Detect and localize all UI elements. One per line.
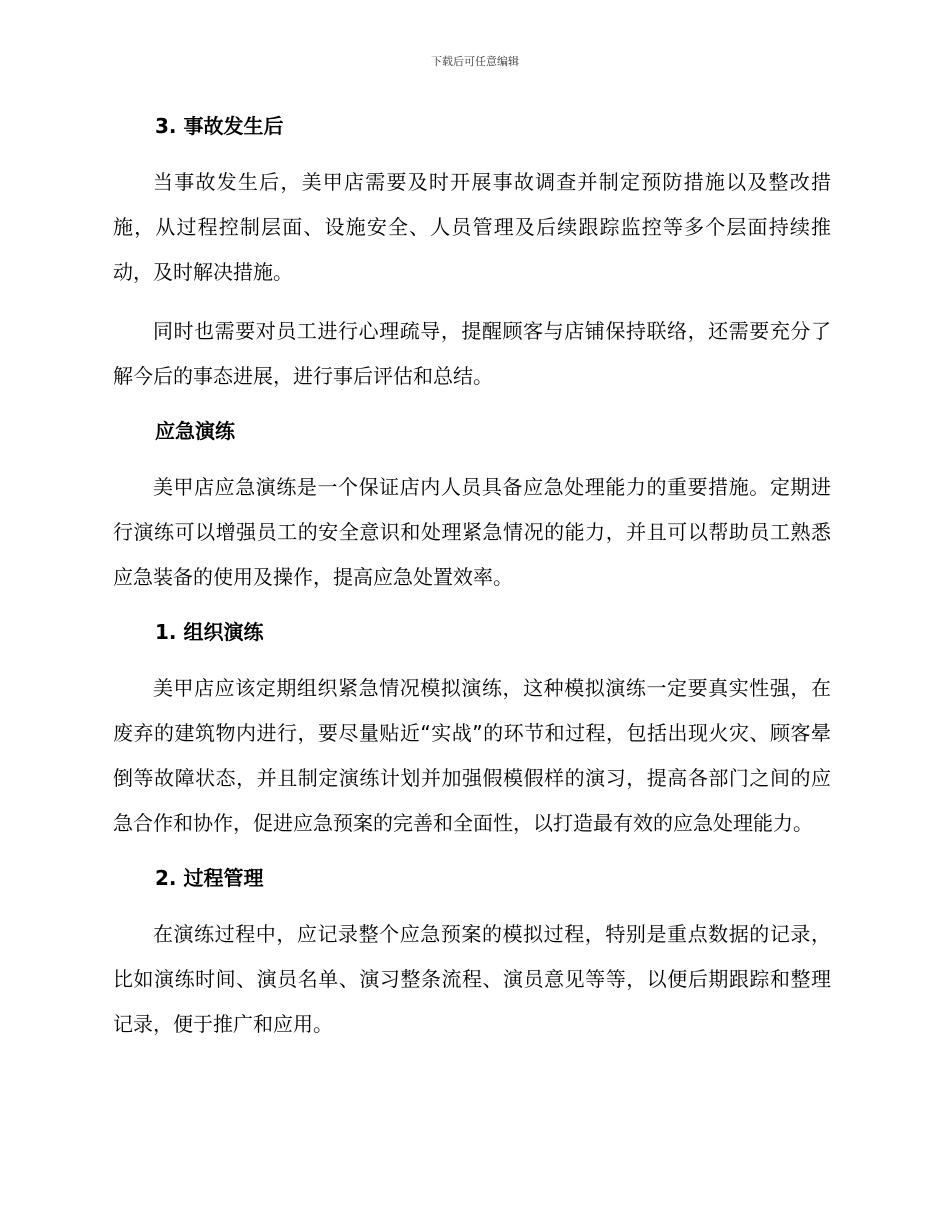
paragraph: 美甲店应该定期组织紧急情况模拟演练，这种模拟演练一定要真实性强，在废弃的建筑物内进行，要尽量贴近“实战”的环节和过程，包括出现火灾、顾客晕倒等故障状态，并且制定演练计划并加强假模假样的演习，提高各部门之间的应急合作和协作，促进应急预案的完善和全面性，以打造最有效的应急处理能力。 [113,676,831,835]
section-heading: 3. 事故发生后 [155,114,284,138]
page-header: 下载后可任意编辑 [431,55,519,68]
section-heading: 1. 组织演练 [155,620,264,644]
section-process-management [113,864,831,1047]
section-heading: 应急演练 [155,419,235,443]
paragraph: 当事故发生后，美甲店需要及时开展事故调查并制定预防措施以及整改措施，从过程控制层面、设施安全、人员管理及后续跟踪监控等多个层面持续推动，及时解决措施。 [113,170,831,284]
paragraph: 同时也需要对员工进行心理疏导，提醒顾客与店铺保持联络，还需要充分了解今后的事态进展，进行事后评估和总结。 [113,319,831,388]
paragraph: 在演练过程中，应记录整个应急预案的模拟过程，特别是重点数据的记录，比如演练时间、演员名单、演习整条流程、演员意见等等，以便后期跟踪和整理记录，便于推广和应用。 [113,922,831,1036]
paragraph: 美甲店应急演练是一个保证店内人员具备应急处理能力的重要措施。定期进行演练可以增强员工的安全意识和处理紧急情况的能力，并且可以帮助员工熟悉应急装备的使用及操作，提高应急处置效率。 [113,475,831,589]
section-emergency-drill [113,417,831,600]
document-body [113,112,831,1047]
section-organize-drill [113,618,831,846]
section-heading: 2. 过程管理 [155,866,264,890]
section-accident-aftermath [113,112,831,399]
